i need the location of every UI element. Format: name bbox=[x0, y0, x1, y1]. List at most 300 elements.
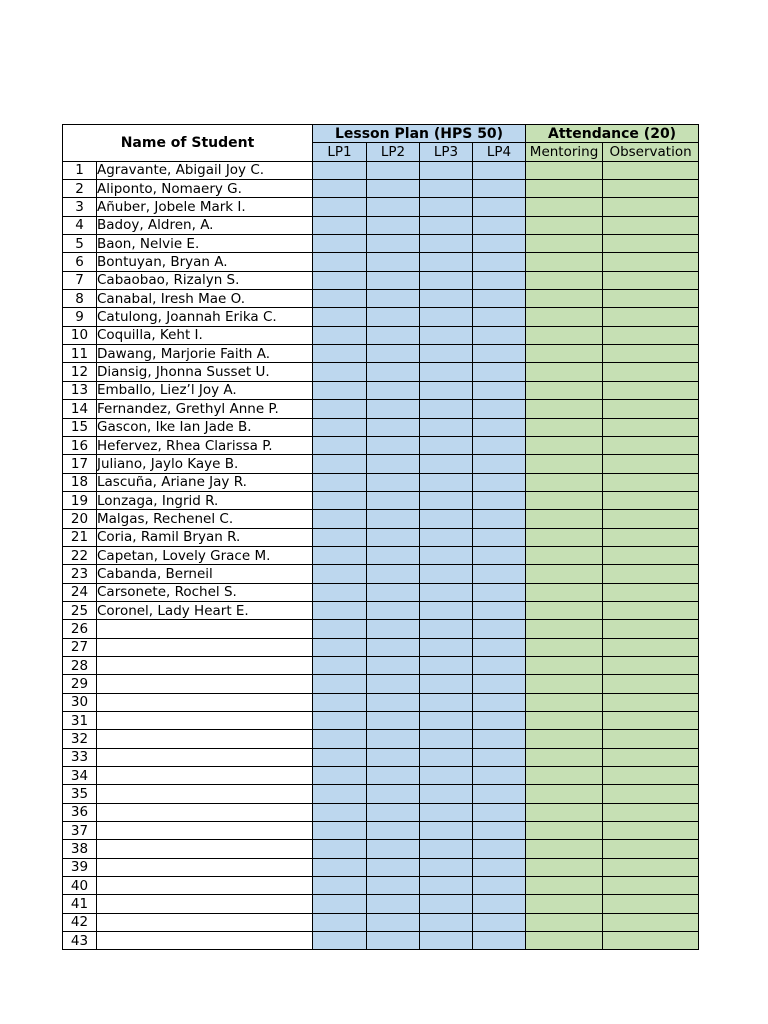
lp3-cell[interactable] bbox=[420, 253, 473, 271]
student-name-cell[interactable]: Juliano, Jaylo Kaye B. bbox=[97, 455, 313, 473]
lp4-cell[interactable] bbox=[473, 491, 526, 509]
lp1-cell[interactable] bbox=[313, 601, 367, 619]
lp3-cell[interactable] bbox=[420, 638, 473, 656]
lp3-cell[interactable] bbox=[420, 528, 473, 546]
student-name-cell[interactable]: Añuber, Jobele Mark I. bbox=[97, 198, 313, 216]
lp1-cell[interactable] bbox=[313, 253, 367, 271]
mentoring-cell[interactable] bbox=[526, 675, 603, 693]
student-name-cell[interactable] bbox=[97, 877, 313, 895]
observation-cell[interactable] bbox=[603, 455, 699, 473]
mentoring-cell[interactable] bbox=[526, 693, 603, 711]
lp1-cell[interactable] bbox=[313, 546, 367, 564]
observation-cell[interactable] bbox=[603, 822, 699, 840]
student-name-cell[interactable]: Agravante, Abigail Joy C. bbox=[97, 161, 313, 179]
lp3-cell[interactable] bbox=[420, 656, 473, 674]
mentoring-cell[interactable] bbox=[526, 436, 603, 454]
lp1-cell[interactable] bbox=[313, 712, 367, 730]
student-name-cell[interactable] bbox=[97, 840, 313, 858]
lp4-cell[interactable] bbox=[473, 565, 526, 583]
mentoring-cell[interactable] bbox=[526, 161, 603, 179]
student-name-cell[interactable] bbox=[97, 785, 313, 803]
lp4-cell[interactable] bbox=[473, 767, 526, 785]
lp3-cell[interactable] bbox=[420, 840, 473, 858]
mentoring-cell[interactable] bbox=[526, 583, 603, 601]
lp3-cell[interactable] bbox=[420, 913, 473, 931]
observation-cell[interactable] bbox=[603, 400, 699, 418]
lp3-cell[interactable] bbox=[420, 822, 473, 840]
lp2-cell[interactable] bbox=[367, 840, 420, 858]
observation-cell[interactable] bbox=[603, 326, 699, 344]
observation-cell[interactable] bbox=[603, 601, 699, 619]
lp3-cell[interactable] bbox=[420, 455, 473, 473]
lp2-cell[interactable] bbox=[367, 436, 420, 454]
observation-cell[interactable] bbox=[603, 290, 699, 308]
lp4-cell[interactable] bbox=[473, 877, 526, 895]
observation-cell[interactable] bbox=[603, 895, 699, 913]
lp1-cell[interactable] bbox=[313, 180, 367, 198]
lp3-cell[interactable] bbox=[420, 932, 473, 950]
observation-cell[interactable] bbox=[603, 583, 699, 601]
mentoring-cell[interactable] bbox=[526, 473, 603, 491]
lp3-cell[interactable] bbox=[420, 803, 473, 821]
mentoring-cell[interactable] bbox=[526, 840, 603, 858]
lp1-cell[interactable] bbox=[313, 491, 367, 509]
lp3-cell[interactable] bbox=[420, 491, 473, 509]
lp1-cell[interactable] bbox=[313, 656, 367, 674]
student-name-cell[interactable]: Hefervez, Rhea Clarissa P. bbox=[97, 436, 313, 454]
lp2-cell[interactable] bbox=[367, 583, 420, 601]
mentoring-cell[interactable] bbox=[526, 510, 603, 528]
lp4-cell[interactable] bbox=[473, 693, 526, 711]
student-name-cell[interactable]: Emballo, Liez’l Joy A. bbox=[97, 381, 313, 399]
mentoring-cell[interactable] bbox=[526, 491, 603, 509]
lp2-cell[interactable] bbox=[367, 528, 420, 546]
lp4-cell[interactable] bbox=[473, 271, 526, 289]
observation-cell[interactable] bbox=[603, 198, 699, 216]
student-name-cell[interactable] bbox=[97, 932, 313, 950]
student-name-cell[interactable] bbox=[97, 767, 313, 785]
lp4-cell[interactable] bbox=[473, 528, 526, 546]
lp3-cell[interactable] bbox=[420, 767, 473, 785]
student-name-cell[interactable]: Coquilla, Keht I. bbox=[97, 326, 313, 344]
lp4-cell[interactable] bbox=[473, 198, 526, 216]
lp3-cell[interactable] bbox=[420, 858, 473, 876]
lp2-cell[interactable] bbox=[367, 638, 420, 656]
lp3-cell[interactable] bbox=[420, 308, 473, 326]
lp1-cell[interactable] bbox=[313, 767, 367, 785]
lp3-cell[interactable] bbox=[420, 895, 473, 913]
lp4-cell[interactable] bbox=[473, 161, 526, 179]
lp2-cell[interactable] bbox=[367, 473, 420, 491]
lp1-cell[interactable] bbox=[313, 455, 367, 473]
observation-cell[interactable] bbox=[603, 345, 699, 363]
observation-cell[interactable] bbox=[603, 216, 699, 234]
lp2-cell[interactable] bbox=[367, 253, 420, 271]
lp3-cell[interactable] bbox=[420, 216, 473, 234]
student-name-cell[interactable]: Badoy, Aldren, A. bbox=[97, 216, 313, 234]
lp2-cell[interactable] bbox=[367, 620, 420, 638]
lp3-cell[interactable] bbox=[420, 565, 473, 583]
mentoring-cell[interactable] bbox=[526, 400, 603, 418]
lp4-cell[interactable] bbox=[473, 913, 526, 931]
mentoring-cell[interactable] bbox=[526, 656, 603, 674]
lp2-cell[interactable] bbox=[367, 913, 420, 931]
student-name-cell[interactable] bbox=[97, 822, 313, 840]
observation-cell[interactable] bbox=[603, 785, 699, 803]
lp2-cell[interactable] bbox=[367, 656, 420, 674]
mentoring-cell[interactable] bbox=[526, 455, 603, 473]
lp2-cell[interactable] bbox=[367, 546, 420, 564]
lp3-cell[interactable] bbox=[420, 601, 473, 619]
student-name-cell[interactable]: Coronel, Lady Heart E. bbox=[97, 601, 313, 619]
lp2-cell[interactable] bbox=[367, 180, 420, 198]
lp4-cell[interactable] bbox=[473, 400, 526, 418]
lp3-cell[interactable] bbox=[420, 400, 473, 418]
student-name-cell[interactable]: Lonzaga, Ingrid R. bbox=[97, 491, 313, 509]
observation-cell[interactable] bbox=[603, 748, 699, 766]
mentoring-cell[interactable] bbox=[526, 271, 603, 289]
lp2-cell[interactable] bbox=[367, 858, 420, 876]
lp1-cell[interactable] bbox=[313, 583, 367, 601]
observation-cell[interactable] bbox=[603, 546, 699, 564]
student-name-cell[interactable]: Lascuña, Ariane Jay R. bbox=[97, 473, 313, 491]
mentoring-cell[interactable] bbox=[526, 418, 603, 436]
lp3-cell[interactable] bbox=[420, 436, 473, 454]
observation-cell[interactable] bbox=[603, 381, 699, 399]
student-name-cell[interactable]: Aliponto, Nomaery G. bbox=[97, 180, 313, 198]
lp3-cell[interactable] bbox=[420, 712, 473, 730]
observation-cell[interactable] bbox=[603, 473, 699, 491]
lp2-cell[interactable] bbox=[367, 712, 420, 730]
lp1-cell[interactable] bbox=[313, 877, 367, 895]
observation-cell[interactable] bbox=[603, 491, 699, 509]
lp3-cell[interactable] bbox=[420, 693, 473, 711]
lp2-cell[interactable] bbox=[367, 491, 420, 509]
mentoring-cell[interactable] bbox=[526, 308, 603, 326]
lp1-cell[interactable] bbox=[313, 271, 367, 289]
lp4-cell[interactable] bbox=[473, 858, 526, 876]
observation-cell[interactable] bbox=[603, 767, 699, 785]
student-name-cell[interactable]: Cabaobao, Rizalyn S. bbox=[97, 271, 313, 289]
lp2-cell[interactable] bbox=[367, 418, 420, 436]
lp2-cell[interactable] bbox=[367, 730, 420, 748]
lp2-cell[interactable] bbox=[367, 216, 420, 234]
mentoring-cell[interactable] bbox=[526, 748, 603, 766]
lp2-cell[interactable] bbox=[367, 675, 420, 693]
mentoring-cell[interactable] bbox=[526, 730, 603, 748]
lp4-cell[interactable] bbox=[473, 546, 526, 564]
student-name-cell[interactable] bbox=[97, 895, 313, 913]
lp3-cell[interactable] bbox=[420, 290, 473, 308]
lp1-cell[interactable] bbox=[313, 363, 367, 381]
lp1-cell[interactable] bbox=[313, 730, 367, 748]
lp4-cell[interactable] bbox=[473, 180, 526, 198]
mentoring-cell[interactable] bbox=[526, 528, 603, 546]
lp2-cell[interactable] bbox=[367, 748, 420, 766]
mentoring-cell[interactable] bbox=[526, 913, 603, 931]
lp4-cell[interactable] bbox=[473, 730, 526, 748]
student-name-cell[interactable] bbox=[97, 620, 313, 638]
student-name-cell[interactable]: Capetan, Lovely Grace M. bbox=[97, 546, 313, 564]
student-name-cell[interactable]: Gascon, Ike Ian Jade B. bbox=[97, 418, 313, 436]
mentoring-cell[interactable] bbox=[526, 326, 603, 344]
lp4-cell[interactable] bbox=[473, 308, 526, 326]
mentoring-cell[interactable] bbox=[526, 620, 603, 638]
lp3-cell[interactable] bbox=[420, 675, 473, 693]
observation-cell[interactable] bbox=[603, 418, 699, 436]
mentoring-cell[interactable] bbox=[526, 381, 603, 399]
lp1-cell[interactable] bbox=[313, 528, 367, 546]
student-name-cell[interactable]: Catulong, Joannah Erika C. bbox=[97, 308, 313, 326]
student-name-cell[interactable] bbox=[97, 858, 313, 876]
lp3-cell[interactable] bbox=[420, 381, 473, 399]
lp4-cell[interactable] bbox=[473, 436, 526, 454]
observation-cell[interactable] bbox=[603, 712, 699, 730]
lp2-cell[interactable] bbox=[367, 877, 420, 895]
lp4-cell[interactable] bbox=[473, 473, 526, 491]
lp1-cell[interactable] bbox=[313, 785, 367, 803]
observation-cell[interactable] bbox=[603, 877, 699, 895]
lp4-cell[interactable] bbox=[473, 235, 526, 253]
lp4-cell[interactable] bbox=[473, 326, 526, 344]
lp1-cell[interactable] bbox=[313, 932, 367, 950]
observation-cell[interactable] bbox=[603, 656, 699, 674]
mentoring-cell[interactable] bbox=[526, 712, 603, 730]
lp2-cell[interactable] bbox=[367, 767, 420, 785]
lp1-cell[interactable] bbox=[313, 675, 367, 693]
lp4-cell[interactable] bbox=[473, 785, 526, 803]
lp1-cell[interactable] bbox=[313, 748, 367, 766]
mentoring-cell[interactable] bbox=[526, 345, 603, 363]
lp1-cell[interactable] bbox=[313, 198, 367, 216]
lp3-cell[interactable] bbox=[420, 546, 473, 564]
observation-cell[interactable] bbox=[603, 308, 699, 326]
lp3-cell[interactable] bbox=[420, 473, 473, 491]
lp2-cell[interactable] bbox=[367, 308, 420, 326]
lp2-cell[interactable] bbox=[367, 895, 420, 913]
lp2-cell[interactable] bbox=[367, 932, 420, 950]
observation-cell[interactable] bbox=[603, 253, 699, 271]
lp3-cell[interactable] bbox=[420, 326, 473, 344]
lp3-cell[interactable] bbox=[420, 418, 473, 436]
lp4-cell[interactable] bbox=[473, 381, 526, 399]
lp2-cell[interactable] bbox=[367, 693, 420, 711]
observation-cell[interactable] bbox=[603, 620, 699, 638]
lp1-cell[interactable] bbox=[313, 565, 367, 583]
lp4-cell[interactable] bbox=[473, 675, 526, 693]
lp1-cell[interactable] bbox=[313, 436, 367, 454]
lp2-cell[interactable] bbox=[367, 510, 420, 528]
lp4-cell[interactable] bbox=[473, 638, 526, 656]
lp2-cell[interactable] bbox=[367, 345, 420, 363]
student-name-cell[interactable] bbox=[97, 675, 313, 693]
observation-cell[interactable] bbox=[603, 180, 699, 198]
lp1-cell[interactable] bbox=[313, 381, 367, 399]
lp1-cell[interactable] bbox=[313, 400, 367, 418]
lp3-cell[interactable] bbox=[420, 345, 473, 363]
student-name-cell[interactable]: Baon, Nelvie E. bbox=[97, 235, 313, 253]
lp4-cell[interactable] bbox=[473, 345, 526, 363]
student-name-cell[interactable] bbox=[97, 730, 313, 748]
lp1-cell[interactable] bbox=[313, 216, 367, 234]
lp4-cell[interactable] bbox=[473, 510, 526, 528]
lp2-cell[interactable] bbox=[367, 290, 420, 308]
mentoring-cell[interactable] bbox=[526, 216, 603, 234]
observation-cell[interactable] bbox=[603, 730, 699, 748]
mentoring-cell[interactable] bbox=[526, 932, 603, 950]
lp1-cell[interactable] bbox=[313, 161, 367, 179]
lp1-cell[interactable] bbox=[313, 510, 367, 528]
student-name-cell[interactable]: Malgas, Rechenel C. bbox=[97, 510, 313, 528]
lp4-cell[interactable] bbox=[473, 656, 526, 674]
mentoring-cell[interactable] bbox=[526, 785, 603, 803]
lp3-cell[interactable] bbox=[420, 180, 473, 198]
observation-cell[interactable] bbox=[603, 913, 699, 931]
lp1-cell[interactable] bbox=[313, 235, 367, 253]
student-name-cell[interactable]: Canabal, Iresh Mae O. bbox=[97, 290, 313, 308]
lp4-cell[interactable] bbox=[473, 803, 526, 821]
lp1-cell[interactable] bbox=[313, 840, 367, 858]
lp4-cell[interactable] bbox=[473, 712, 526, 730]
observation-cell[interactable] bbox=[603, 436, 699, 454]
lp2-cell[interactable] bbox=[367, 381, 420, 399]
lp3-cell[interactable] bbox=[420, 730, 473, 748]
student-name-cell[interactable] bbox=[97, 748, 313, 766]
lp4-cell[interactable] bbox=[473, 253, 526, 271]
lp3-cell[interactable] bbox=[420, 363, 473, 381]
lp4-cell[interactable] bbox=[473, 601, 526, 619]
student-name-cell[interactable] bbox=[97, 656, 313, 674]
lp2-cell[interactable] bbox=[367, 161, 420, 179]
lp3-cell[interactable] bbox=[420, 785, 473, 803]
lp2-cell[interactable] bbox=[367, 601, 420, 619]
lp2-cell[interactable] bbox=[367, 363, 420, 381]
mentoring-cell[interactable] bbox=[526, 180, 603, 198]
student-name-cell[interactable]: Cabanda, Berneil bbox=[97, 565, 313, 583]
observation-cell[interactable] bbox=[603, 858, 699, 876]
observation-cell[interactable] bbox=[603, 161, 699, 179]
lp2-cell[interactable] bbox=[367, 235, 420, 253]
observation-cell[interactable] bbox=[603, 675, 699, 693]
lp3-cell[interactable] bbox=[420, 583, 473, 601]
lp2-cell[interactable] bbox=[367, 326, 420, 344]
lp3-cell[interactable] bbox=[420, 510, 473, 528]
lp4-cell[interactable] bbox=[473, 932, 526, 950]
observation-cell[interactable] bbox=[603, 840, 699, 858]
lp1-cell[interactable] bbox=[313, 326, 367, 344]
lp1-cell[interactable] bbox=[313, 822, 367, 840]
lp1-cell[interactable] bbox=[313, 693, 367, 711]
lp4-cell[interactable] bbox=[473, 290, 526, 308]
lp1-cell[interactable] bbox=[313, 290, 367, 308]
student-name-cell[interactable]: Dawang, Marjorie Faith A. bbox=[97, 345, 313, 363]
lp4-cell[interactable] bbox=[473, 583, 526, 601]
lp2-cell[interactable] bbox=[367, 198, 420, 216]
lp1-cell[interactable] bbox=[313, 473, 367, 491]
lp3-cell[interactable] bbox=[420, 235, 473, 253]
lp4-cell[interactable] bbox=[473, 455, 526, 473]
lp2-cell[interactable] bbox=[367, 785, 420, 803]
lp1-cell[interactable] bbox=[313, 620, 367, 638]
student-name-cell[interactable]: Coria, Ramil Bryan R. bbox=[97, 528, 313, 546]
student-name-cell[interactable]: Diansig, Jhonna Susset U. bbox=[97, 363, 313, 381]
lp2-cell[interactable] bbox=[367, 455, 420, 473]
observation-cell[interactable] bbox=[603, 510, 699, 528]
lp2-cell[interactable] bbox=[367, 400, 420, 418]
student-name-cell[interactable] bbox=[97, 913, 313, 931]
mentoring-cell[interactable] bbox=[526, 803, 603, 821]
lp1-cell[interactable] bbox=[313, 895, 367, 913]
mentoring-cell[interactable] bbox=[526, 253, 603, 271]
mentoring-cell[interactable] bbox=[526, 822, 603, 840]
mentoring-cell[interactable] bbox=[526, 877, 603, 895]
mentoring-cell[interactable] bbox=[526, 235, 603, 253]
lp3-cell[interactable] bbox=[420, 161, 473, 179]
lp3-cell[interactable] bbox=[420, 620, 473, 638]
lp1-cell[interactable] bbox=[313, 345, 367, 363]
student-name-cell[interactable]: Bontuyan, Bryan A. bbox=[97, 253, 313, 271]
lp4-cell[interactable] bbox=[473, 840, 526, 858]
observation-cell[interactable] bbox=[603, 235, 699, 253]
mentoring-cell[interactable] bbox=[526, 767, 603, 785]
lp1-cell[interactable] bbox=[313, 418, 367, 436]
lp2-cell[interactable] bbox=[367, 803, 420, 821]
lp3-cell[interactable] bbox=[420, 877, 473, 895]
lp2-cell[interactable] bbox=[367, 271, 420, 289]
observation-cell[interactable] bbox=[603, 528, 699, 546]
lp2-cell[interactable] bbox=[367, 565, 420, 583]
lp4-cell[interactable] bbox=[473, 822, 526, 840]
mentoring-cell[interactable] bbox=[526, 198, 603, 216]
lp4-cell[interactable] bbox=[473, 620, 526, 638]
student-name-cell[interactable] bbox=[97, 693, 313, 711]
mentoring-cell[interactable] bbox=[526, 895, 603, 913]
lp4-cell[interactable] bbox=[473, 363, 526, 381]
student-name-cell[interactable]: Carsonete, Rochel S. bbox=[97, 583, 313, 601]
lp1-cell[interactable] bbox=[313, 803, 367, 821]
observation-cell[interactable] bbox=[603, 363, 699, 381]
observation-cell[interactable] bbox=[603, 693, 699, 711]
mentoring-cell[interactable] bbox=[526, 858, 603, 876]
observation-cell[interactable] bbox=[603, 565, 699, 583]
observation-cell[interactable] bbox=[603, 271, 699, 289]
lp1-cell[interactable] bbox=[313, 638, 367, 656]
lp4-cell[interactable] bbox=[473, 748, 526, 766]
lp1-cell[interactable] bbox=[313, 858, 367, 876]
mentoring-cell[interactable] bbox=[526, 363, 603, 381]
observation-cell[interactable] bbox=[603, 803, 699, 821]
student-name-cell[interactable] bbox=[97, 803, 313, 821]
observation-cell[interactable] bbox=[603, 638, 699, 656]
lp2-cell[interactable] bbox=[367, 822, 420, 840]
lp1-cell[interactable] bbox=[313, 913, 367, 931]
lp1-cell[interactable] bbox=[313, 308, 367, 326]
lp4-cell[interactable] bbox=[473, 895, 526, 913]
lp3-cell[interactable] bbox=[420, 748, 473, 766]
mentoring-cell[interactable] bbox=[526, 565, 603, 583]
observation-cell[interactable] bbox=[603, 932, 699, 950]
student-name-cell[interactable] bbox=[97, 638, 313, 656]
student-name-cell[interactable] bbox=[97, 712, 313, 730]
mentoring-cell[interactable] bbox=[526, 546, 603, 564]
lp4-cell[interactable] bbox=[473, 418, 526, 436]
lp3-cell[interactable] bbox=[420, 271, 473, 289]
mentoring-cell[interactable] bbox=[526, 638, 603, 656]
mentoring-cell[interactable] bbox=[526, 601, 603, 619]
lp3-cell[interactable] bbox=[420, 198, 473, 216]
mentoring-cell[interactable] bbox=[526, 290, 603, 308]
student-name-cell[interactable]: Fernandez, Grethyl Anne P. bbox=[97, 400, 313, 418]
